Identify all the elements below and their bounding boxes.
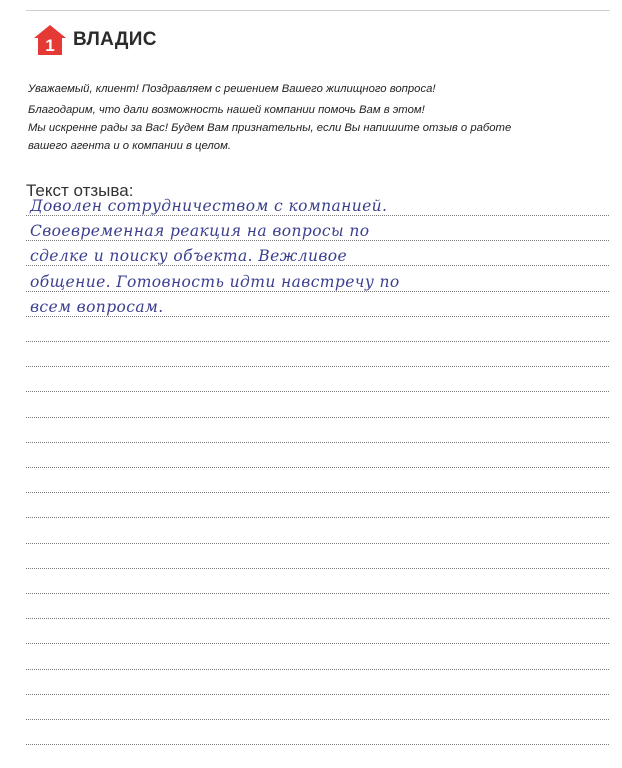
review-heading: Текст отзыва: <box>26 181 134 200</box>
writing-line <box>26 669 609 670</box>
brand-name: ВЛАДИС <box>73 29 157 50</box>
handwritten-line: Своевременная реакция на вопросы по <box>30 222 370 241</box>
writing-line <box>26 694 609 695</box>
writing-line <box>26 467 609 468</box>
handwritten-review <box>30 194 605 320</box>
writing-line <box>26 492 609 493</box>
writing-line <box>26 744 609 745</box>
writing-line <box>26 341 609 342</box>
greeting-text: Уважаемый, клиент! Поздравляем с решением Вашего жилищного вопроса! <box>28 83 436 95</box>
writing-line <box>26 618 609 619</box>
intro-line: Благодарим, что дали возможность нашей компании помочь Вам в этом! <box>28 104 425 116</box>
handwritten-line: Доволен сотрудничеством с компанией. <box>30 197 388 215</box>
writing-line <box>26 442 609 443</box>
intro-line: Мы искренне рады за Вас! Будем Вам признательны, если Вы напишите отзыв о работе <box>28 122 512 134</box>
writing-line <box>26 366 609 367</box>
writing-line <box>26 643 609 644</box>
writing-line <box>26 568 609 569</box>
handwritten-line: сделке и поиску объекта. Вежливое <box>30 247 348 266</box>
writing-line <box>26 517 609 518</box>
ruled-lines <box>26 0 609 768</box>
handwritten-line: общение. Готовность идти навстречу по <box>30 272 400 291</box>
writing-line <box>26 543 609 544</box>
writing-line <box>26 719 609 720</box>
logo-digit: 1 <box>45 36 55 55</box>
writing-line <box>26 391 609 392</box>
writing-line <box>26 417 609 418</box>
writing-line <box>26 593 609 594</box>
handwritten-line: всем вопросам. <box>30 297 164 316</box>
intro-line: вашего агента и о компании в целом. <box>28 140 231 152</box>
